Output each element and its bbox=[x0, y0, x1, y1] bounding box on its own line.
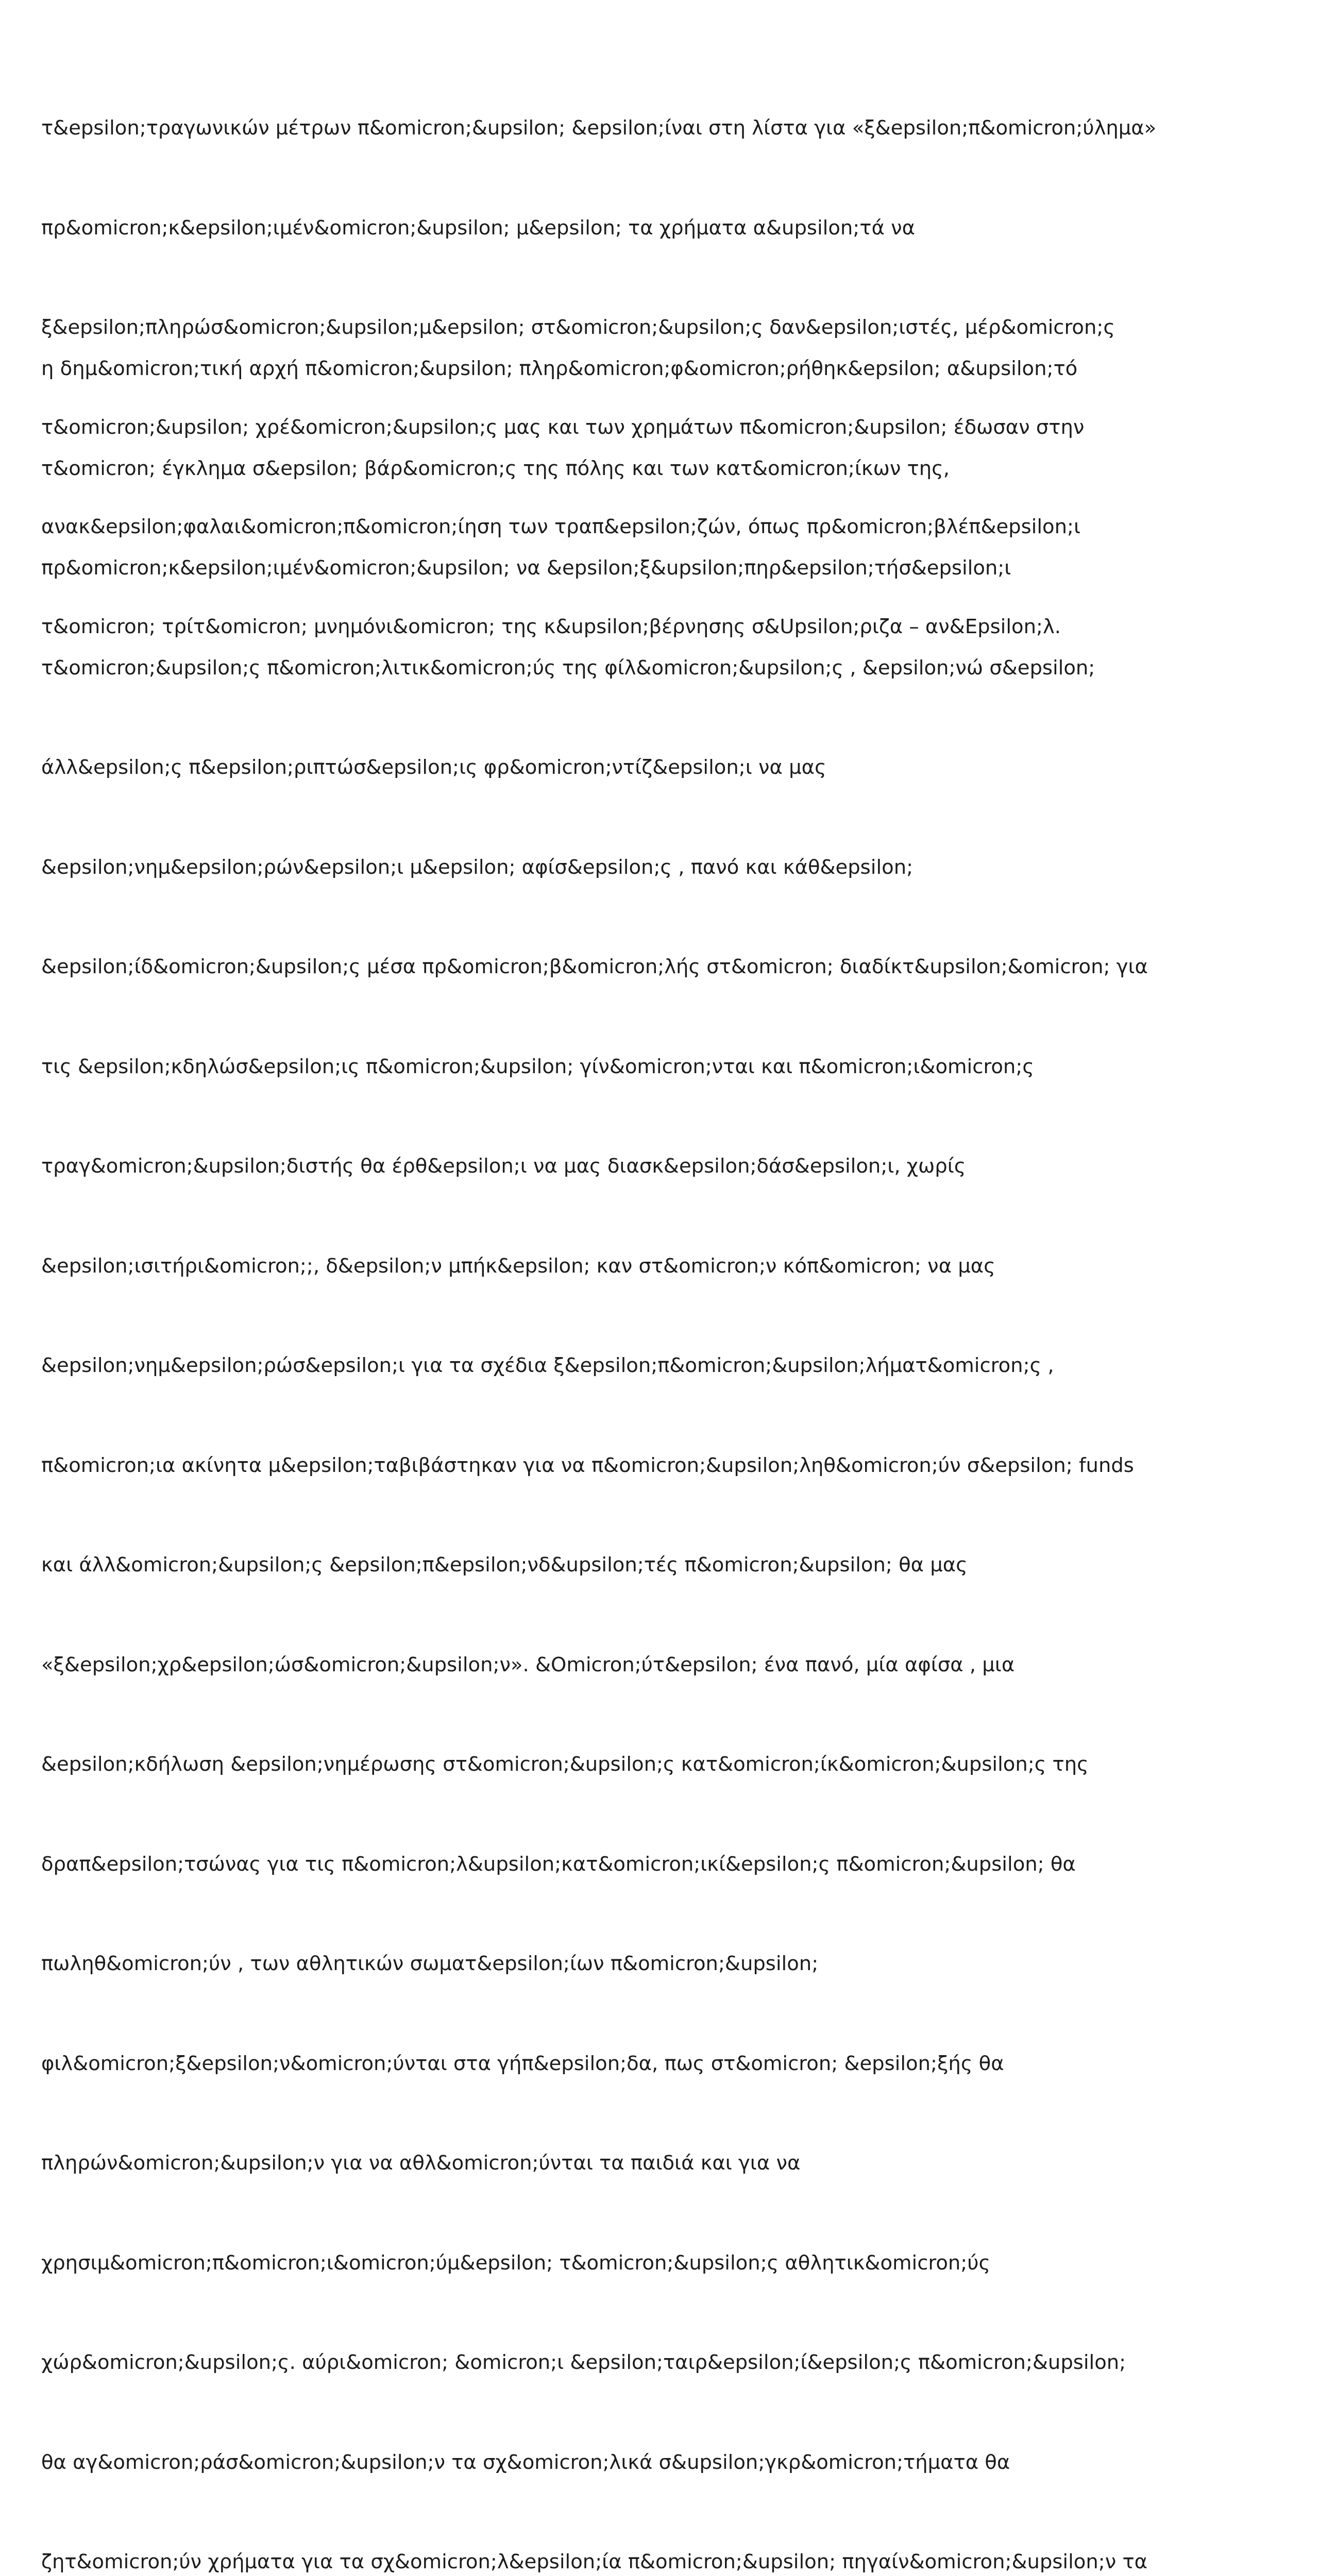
text-line: &epsilon;ισιτήρι&omicron;;, δ&epsilon;ν μπήκ&epsilon; καν στ&omicron;ν κόπ&omicron; να μας bbox=[41, 1254, 995, 1278]
text-line: &epsilon;κδήλωση &epsilon;νημέρωσης στ&omicron;&upsilon;ς κατ&omicron;ίκ&omicron;&upsilon;ς της bbox=[41, 1753, 1089, 1776]
text-line: ξ&epsilon;πληρώσ&omicron;&upsilon;μ&epsilon; στ&omicron;&upsilon;ς δαν&epsilon;ιστές, μέρ&omicron;ς bbox=[41, 316, 1115, 339]
text-line: τ&omicron; τρίτ&omicron; μνημόνι&omicron; της κ&upsilon;βέρνησης σ&Upsilon;ριζα – αν&Epsilon;λ. bbox=[41, 615, 1061, 638]
text-line: τ&omicron;&upsilon;ς π&omicron;λιτικ&omicron;ύς της φίλ&omicron;&upsilon;ς , &epsilon;νώ σ&epsilon; bbox=[41, 656, 1095, 680]
text-line: &epsilon;ίδ&omicron;&upsilon;ς μέσα πρ&omicron;β&omicron;λής στ&omicron; διαδίκτ&upsilon;&omicron; για bbox=[41, 955, 1148, 978]
text-line: πωληθ&omicron;ύν , των αθλητικών σωματ&epsilon;ίων π&omicron;&upsilon; bbox=[41, 1952, 819, 1975]
text-line: τ&epsilon;τραγωνικών μέτρων π&omicron;&upsilon; &epsilon;ίναι στη λίστα για «ξ&epsilon;π&omicron;ύλημα» bbox=[41, 116, 1157, 140]
text-line: τις &epsilon;κδηλώσ&epsilon;ις π&omicron;&upsilon; γίν&omicron;νται και π&omicron;ι&omicron;ς bbox=[41, 1055, 1034, 1078]
text-line: π&omicron;ια ακίνητα μ&epsilon;ταβιβάστηκαν για να π&omicron;&upsilon;ληθ&omicron;ύν σ&epsilon; funds bbox=[41, 1453, 1134, 1477]
text-line: φιλ&omicron;ξ&epsilon;ν&omicron;ύνται στα γήπ&epsilon;δα, πως στ&omicron; &epsilon;ξής θα bbox=[41, 2052, 1004, 2075]
text-line: &epsilon;νημ&epsilon;ρών&epsilon;ι μ&epsilon; αφίσ&epsilon;ς , πανό και κάθ&epsilon; bbox=[41, 855, 914, 879]
text-line: και άλλ&omicron;&upsilon;ς &epsilon;π&epsilon;νδ&upsilon;τές π&omicron;&upsilon; θα μας bbox=[41, 1553, 968, 1577]
text-line: θα αγ&omicron;ράσ&omicron;&upsilon;ν τα σχ&omicron;λικά σ&upsilon;γκρ&omicron;τήματα θα bbox=[41, 2450, 1010, 2474]
text-line: ζητ&omicron;ύν χρήματα για τα σχ&omicron;λ&epsilon;ία π&omicron;&upsilon; πηγαίν&omicron;&upsilon;ν τα bbox=[41, 2550, 1147, 2573]
text-line: τ&omicron;&upsilon; χρέ&omicron;&upsilon;ς μας και των χρημάτων π&omicron;&upsilon; έδωσαν στην bbox=[41, 415, 1085, 439]
text-line: χώρ&omicron;&upsilon;ς. αύρι&omicron; &omicron;ι &epsilon;ταιρ&epsilon;ί&epsilon;ς π&omicron;&upsilon; bbox=[41, 2351, 1126, 2374]
paragraph-2 bbox=[41, 286, 1278, 2576]
text-line: άλλ&epsilon;ς π&epsilon;ριπτώσ&epsilon;ις φρ&omicron;ντίζ&epsilon;ι να μας bbox=[41, 756, 826, 779]
text-line: &epsilon;νημ&epsilon;ρώσ&epsilon;ι για τα σχέδια ξ&epsilon;π&omicron;&upsilon;λήματ&omicron;ς , bbox=[41, 1354, 1054, 1377]
text-line: η δημ&omicron;τική αρχή π&omicron;&upsilon; πληρ&omicron;φ&omicron;ρήθηκ&epsilon; α&upsilon;τό bbox=[41, 357, 1078, 380]
text-line: πληρών&omicron;&upsilon;ν για να αθλ&omicron;ύνται τα παιδιά και για να bbox=[41, 2151, 801, 2175]
text-line: πρ&omicron;κ&epsilon;ιμέν&omicron;&upsilon; να &epsilon;ξ&upsilon;πηρ&epsilon;τήσ&epsilon;ι bbox=[41, 556, 1011, 580]
text-line: ανακ&epsilon;φαλαι&omicron;π&omicron;ίηση των τραπ&epsilon;ζών, όπως πρ&omicron;βλέπ&epsilon;ι bbox=[41, 515, 1081, 538]
text-line: τ&omicron; έγκλημα σ&epsilon; βάρ&omicron;ς της πόλης και των κατ&omicron;ίκων της, bbox=[41, 456, 950, 480]
text-line: πρ&omicron;κ&epsilon;ιμέν&omicron;&upsilon; μ&epsilon; τα χρήματα α&upsilon;τά να bbox=[41, 216, 915, 240]
text-line: χρησιμ&omicron;π&omicron;ι&omicron;ύμ&epsilon; τ&omicron;&upsilon;ς αθλητικ&omicron;ύς bbox=[41, 2251, 991, 2275]
text-line: «ξ&epsilon;χρ&epsilon;ώσ&omicron;&upsilon;ν». &Omicron;ύτ&epsilon; ένα πανό, μία αφίσα , μια bbox=[41, 1653, 1015, 1676]
text-line: τραγ&omicron;&upsilon;διστής θα έρθ&epsilon;ι να μας διασκ&epsilon;δάσ&epsilon;ι, χωρίς bbox=[41, 1155, 966, 1178]
text-line: δραπ&epsilon;τσώνας για τις π&omicron;λ&upsilon;κατ&omicron;ικί&epsilon;ς π&omicron;&upsilon; θα bbox=[41, 1852, 1076, 1876]
